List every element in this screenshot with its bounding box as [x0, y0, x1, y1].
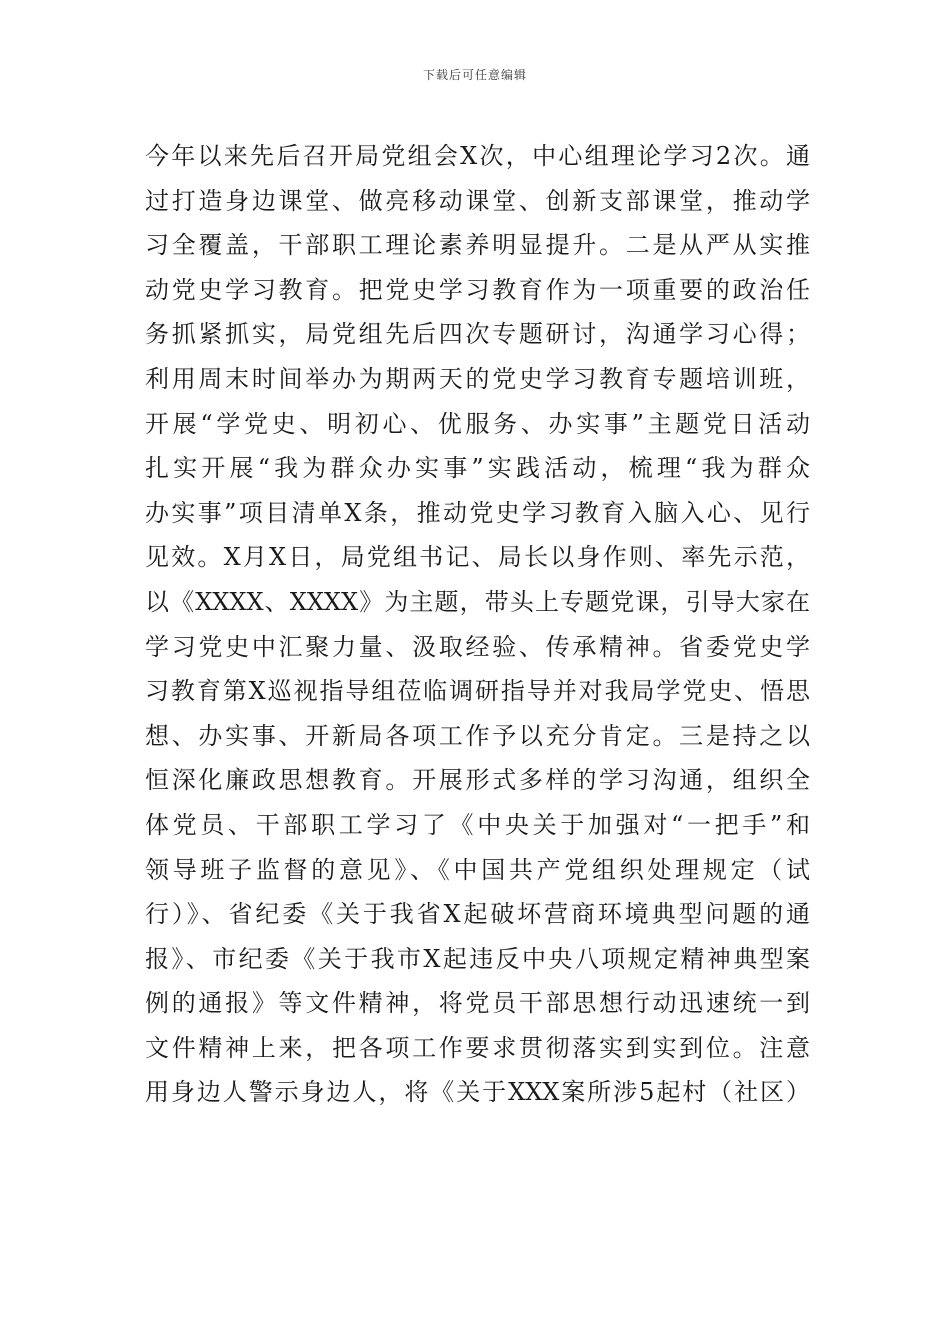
text-line: 利用周末时间举办为期两天的党史学习教育专题培训班， [145, 364, 810, 393]
text-line: 例的通报》等文件精神，将党员干部思想行动迅速统一到 [145, 989, 810, 1018]
body-text [145, 134, 810, 1115]
text-line: 开展“学党史、明初心、优服务、办实事”主题党日活动 [145, 409, 810, 438]
text-line: 习全覆盖，干部职工理论素养明显提升。二是从严从实推 [145, 231, 810, 260]
text-line: 今年以来先后召开局党组会X次，中心组理论学习2次。通 [145, 142, 810, 170]
text-line: 务抓紧抓实，局党组先后四次专题研讨，沟通学习心得； [145, 320, 810, 349]
text-line: 扎实开展“我为群众办实事”实践活动，梳理“我为群众 [145, 454, 810, 483]
text-line: 办实事”项目清单X条，推动党史学习教育入脑入心、见行 [145, 498, 810, 527]
text-line: 动党史学习教育。把党史学习教育作为一项重要的政治任 [145, 275, 810, 304]
text-line: 恒深化廉政思想教育。开展形式多样的学习沟通，组织全 [145, 766, 810, 795]
text-line: 用身边人警示身边人，将《关于XXX案所涉5起村（社区） [145, 1078, 810, 1107]
text-line: 见效。X月X日，局党组书记、局长以身作则、率先示范， [145, 543, 810, 572]
text-line: 体党员、干部职工学习了《中央关于加强对“一把手”和 [145, 810, 810, 839]
text-line: 领导班子监督的意见》、《中国共产党组织处理规定（试 [145, 855, 810, 884]
text-line: 学习党史中汇聚力量、汲取经验、传承精神。省委党史学 [145, 632, 810, 661]
text-line: 想、办实事、开新局各项工作予以充分肯定。三是持之以 [145, 721, 810, 750]
page-header-note: 下载后可任意编辑 [422, 68, 527, 82]
text-line: 报》、市纪委《关于我市X起违反中央八项规定精神典型案 [145, 944, 810, 973]
text-line: 以《XXXX、XXXX》为主题，带头上专题党课，引导大家在 [145, 587, 810, 616]
text-line: 行）》、省纪委《关于我省X起破坏营商环境典型问题的通 [145, 900, 810, 929]
text-line: 习教育第X巡视指导组莅临调研指导并对我局学党史、悟思 [145, 677, 810, 706]
text-line: 文件精神上来，把各项工作要求贯彻落实到实到位。注意 [145, 1033, 810, 1062]
text-line: 过打造身边课堂、做亮移动课堂、创新支部课堂，推动学 [145, 186, 810, 215]
